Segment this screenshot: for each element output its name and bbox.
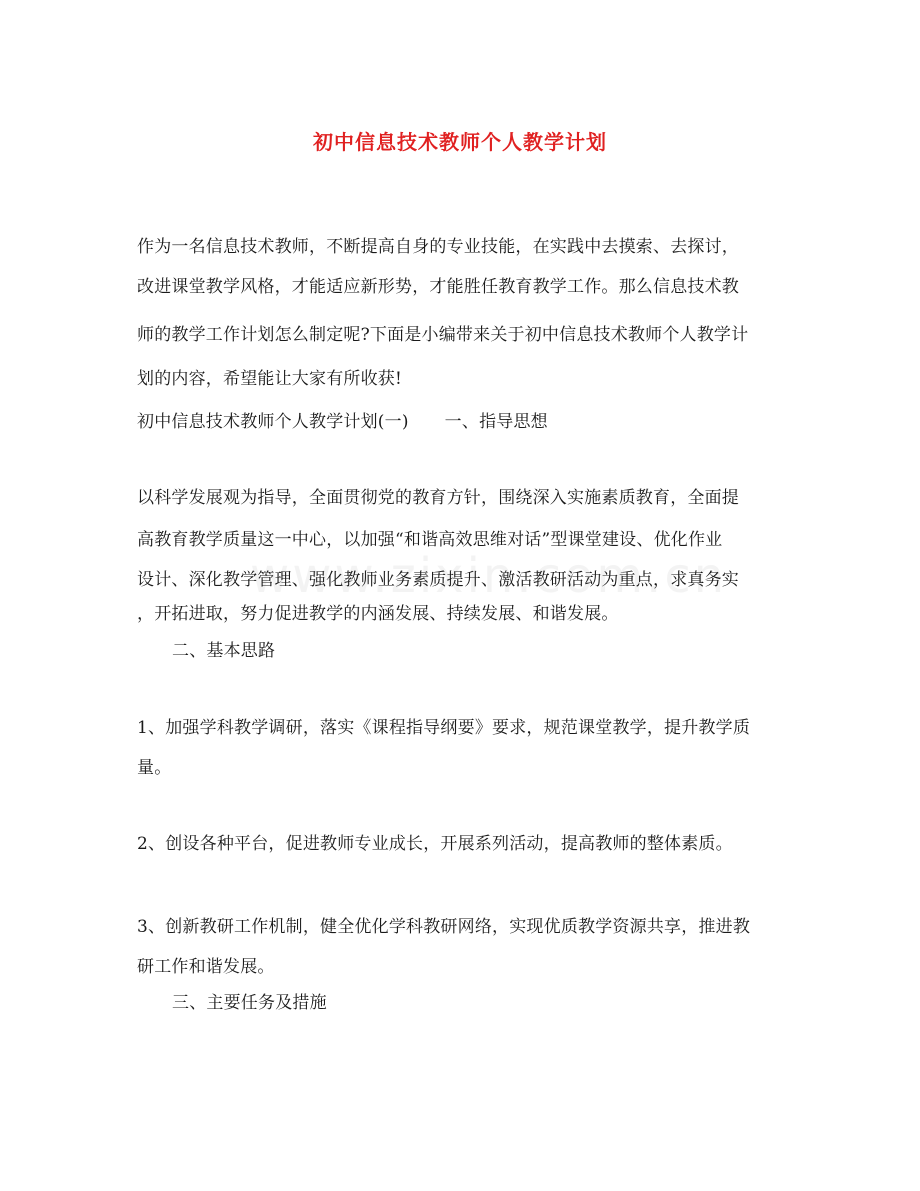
plan-heading: 初中信息技术教师个人教学计划(一): [137, 412, 409, 432]
item1-line-1: 1、加强学科教学调研，落实《课程指导纲要》要求，规范课堂教学，提升教学质: [137, 718, 751, 738]
section3-heading: 三、主要任务及措施: [172, 993, 327, 1013]
section1-line-2: 高教育教学质量这一中心，以加强“和谐高效思维对话”型课堂建设、优化作业: [137, 530, 723, 550]
intro-line-2: 改进课堂教学风格，才能适应新形势，才能胜任教育教学工作。那么信息技术教: [137, 277, 739, 297]
intro-line-4: 划的内容，希望能让大家有所收获!: [137, 369, 403, 389]
item3-line-2: 研工作和谐发展。: [137, 957, 275, 977]
item3-line-1: 3、创新教研工作机制，健全优化学科教研网络，实现优质教学资源共享，推进教: [137, 917, 751, 937]
item2-line-1: 2、创设各种平台，促进教师专业成长，开展系列活动，提高教师的整体素质。: [137, 834, 733, 854]
item1-line-2: 量。: [137, 758, 172, 778]
plan-heading-line: [137, 411, 548, 433]
section2-heading: 二、基本思路: [172, 641, 276, 661]
section1-line-1: 以科学发展观为指导，全面贯彻党的教育方针，围绕深入实施素质教育，全面提: [137, 488, 739, 508]
section1-heading: 一、指导思想: [444, 412, 548, 432]
document-title: 初中信息技术教师个人教学计划: [313, 130, 607, 154]
section1-line-3: 设计、深化教学管理、强化教师业务素质提升、激活教研活动为重点，求真务实: [137, 570, 739, 590]
section1-line-4: ，开拓进取，努力促进教学的内涵发展、持续发展、和谐发展。: [137, 604, 619, 624]
intro-line-1: 作为一名信息技术教师，不断提高自身的专业技能，在实践中去摸索、去探讨，: [137, 237, 739, 257]
intro-line-3: 师的教学工作计划怎么制定呢?下面是小编带来关于初中信息技术教师个人教学计: [137, 325, 749, 345]
